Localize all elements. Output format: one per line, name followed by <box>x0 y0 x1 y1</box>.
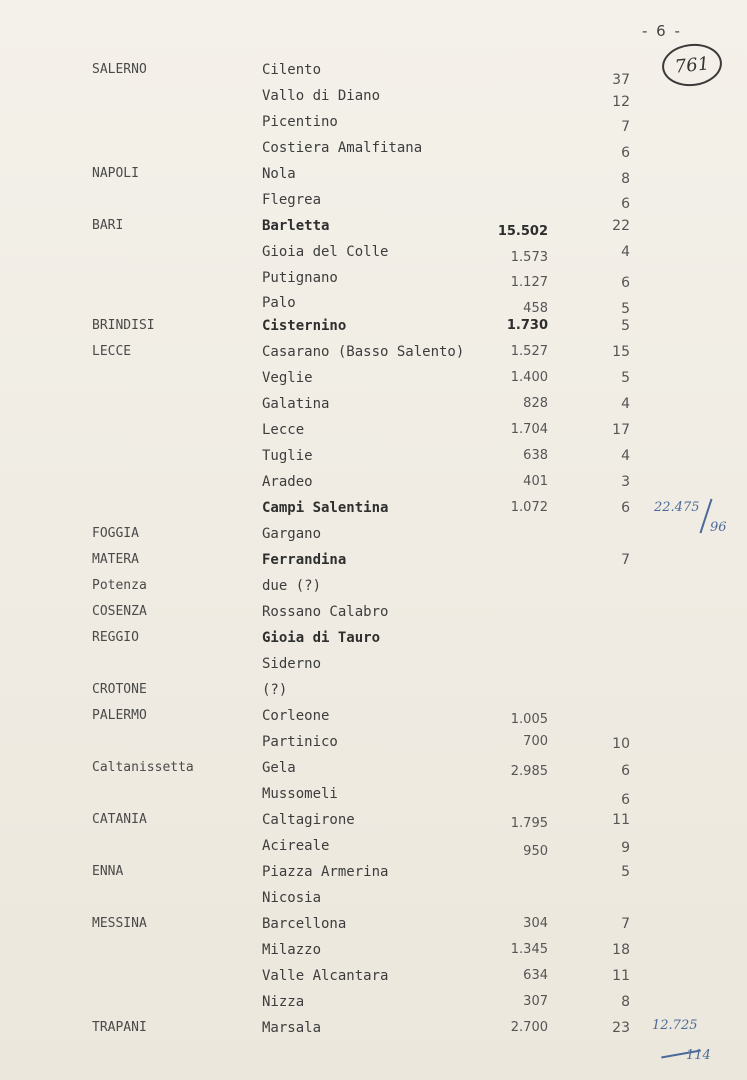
province-cell: BRINDISI <box>92 318 155 333</box>
count-cell: 4 <box>621 244 630 260</box>
value-cell: 1.345 <box>510 942 548 957</box>
table-row <box>0 578 747 602</box>
count-cell: 3 <box>621 474 630 490</box>
table-row <box>0 244 747 268</box>
table-row <box>0 864 747 888</box>
count-cell: 17 <box>612 422 630 438</box>
count-cell: 22 <box>612 218 630 234</box>
area-cell: Costiera Amalfitana <box>262 140 423 156</box>
count-cell: 10 <box>612 736 630 752</box>
stamp-number: 761 <box>673 52 711 78</box>
handwritten-note-sicily-count: 114 <box>686 1048 711 1063</box>
table-row <box>0 526 747 550</box>
province-cell: TRAPANI <box>92 1020 147 1035</box>
handwritten-note-apulia-count: 96 <box>710 520 727 535</box>
area-cell: Barcellona <box>262 916 347 932</box>
value-cell: 1.527 <box>510 344 548 359</box>
value-cell: 1.573 <box>510 250 548 265</box>
value-cell: 304 <box>523 916 548 931</box>
value-cell: 2.985 <box>510 764 548 779</box>
value-cell: 15.502 <box>497 224 548 239</box>
count-cell: 12 <box>612 94 630 110</box>
table-row <box>0 474 747 498</box>
table-row <box>0 604 747 628</box>
value-cell: 828 <box>523 396 548 411</box>
value-cell: 401 <box>523 474 548 489</box>
table-row <box>0 270 747 294</box>
count-cell: 11 <box>612 812 630 828</box>
count-cell: 4 <box>621 396 630 412</box>
table-row <box>0 890 747 914</box>
area-cell: Barletta <box>262 218 330 234</box>
area-cell: Nizza <box>262 994 305 1010</box>
area-cell: Gela <box>262 760 296 776</box>
area-cell: Putignano <box>262 270 338 286</box>
table-row <box>0 192 747 216</box>
count-cell: 7 <box>621 552 630 568</box>
table-row <box>0 656 747 680</box>
table-row <box>0 838 747 862</box>
province-cell: CATANIA <box>92 812 147 827</box>
table-row <box>0 708 747 732</box>
count-cell: 7 <box>621 916 630 932</box>
area-cell: Marsala <box>262 1020 322 1036</box>
table-row <box>0 968 747 992</box>
area-cell: Lecce <box>262 422 305 438</box>
table-row <box>0 62 747 86</box>
table-row <box>0 994 747 1018</box>
province-cell: MATERA <box>92 552 139 567</box>
count-cell: 5 <box>621 318 630 334</box>
area-cell: Casarano (Basso Salento) <box>262 344 465 360</box>
province-cell: BARI <box>92 218 124 233</box>
table-row <box>0 1020 747 1044</box>
table-row <box>0 500 747 524</box>
table-row <box>0 396 747 420</box>
handwritten-note-apulia-total: 22.475 <box>654 500 700 515</box>
table-row <box>0 916 747 940</box>
handwritten-note-sicily-total: 12.725 <box>652 1018 698 1033</box>
table-row <box>0 370 747 394</box>
value-cell: 950 <box>523 844 548 859</box>
count-cell: 9 <box>621 840 630 856</box>
page-number: - 6 - <box>642 22 682 40</box>
value-cell: 1.704 <box>510 422 548 437</box>
table-row <box>0 630 747 654</box>
area-cell: Nicosia <box>262 890 322 906</box>
table-row <box>0 88 747 112</box>
count-cell: 6 <box>621 145 630 161</box>
province-cell: FOGGIA <box>92 526 139 541</box>
count-cell: 6 <box>621 196 630 212</box>
province-cell: MESSINA <box>92 916 147 931</box>
area-cell: Ferrandina <box>262 552 347 568</box>
value-cell: 458 <box>523 301 548 316</box>
table-row <box>0 344 747 368</box>
table-row <box>0 218 747 242</box>
province-cell: COSENZA <box>92 604 147 619</box>
province-cell: PALERMO <box>92 708 147 723</box>
area-cell: Valle Alcantara <box>262 968 389 984</box>
table-row <box>0 295 747 319</box>
value-cell: 1.730 <box>506 318 548 333</box>
table-row <box>0 786 747 810</box>
value-cell: 1.795 <box>510 816 548 831</box>
count-cell: 8 <box>621 171 630 187</box>
value-cell: 2.700 <box>510 1020 548 1035</box>
province-cell: Caltanissetta <box>92 760 194 775</box>
table-row <box>0 812 747 836</box>
table-row <box>0 422 747 446</box>
area-cell: Palo <box>262 295 296 311</box>
area-cell: Aradeo <box>262 474 313 490</box>
table-row <box>0 166 747 190</box>
count-cell: 6 <box>621 275 630 291</box>
province-cell: CROTONE <box>92 682 147 697</box>
count-cell: 5 <box>621 370 630 386</box>
table-row <box>0 140 747 164</box>
table-row <box>0 942 747 966</box>
area-cell: Flegrea <box>262 192 322 208</box>
table-row <box>0 318 747 342</box>
table-row <box>0 682 747 706</box>
province-cell: NAPOLI <box>92 166 139 181</box>
table-row <box>0 114 747 138</box>
value-cell: 307 <box>523 994 548 1009</box>
table-row <box>0 448 747 472</box>
value-cell: 638 <box>523 448 548 463</box>
area-cell: Rossano Calabro <box>262 604 389 620</box>
area-cell: Gioia di Tauro <box>262 630 381 646</box>
value-cell: 634 <box>523 968 548 983</box>
area-cell: Vallo di Diano <box>262 88 381 104</box>
area-cell: Piazza Armerina <box>262 864 389 880</box>
province-cell: SALERNO <box>92 62 147 77</box>
area-cell: Veglie <box>262 370 313 386</box>
area-cell: Corleone <box>262 708 330 724</box>
value-cell: 1.127 <box>510 275 548 290</box>
province-cell: REGGIO <box>92 630 139 645</box>
area-cell: Gioia del Colle <box>262 244 389 260</box>
area-cell: Nola <box>262 166 296 182</box>
count-cell: 5 <box>621 301 630 317</box>
area-cell: Acireale <box>262 838 330 854</box>
count-cell: 37 <box>612 72 630 88</box>
area-cell: Cilento <box>262 62 322 78</box>
count-cell: 7 <box>621 119 630 135</box>
value-cell: 700 <box>523 734 548 749</box>
table-row <box>0 760 747 784</box>
count-cell: 23 <box>612 1020 630 1036</box>
area-cell: Cisternino <box>262 318 347 334</box>
count-cell: 15 <box>612 344 630 360</box>
value-cell: 1.072 <box>510 500 548 515</box>
count-cell: 11 <box>612 968 630 984</box>
count-cell: 6 <box>621 763 630 779</box>
area-cell: Galatina <box>262 396 330 412</box>
count-cell: 8 <box>621 994 630 1010</box>
count-cell: 18 <box>612 942 630 958</box>
count-cell: 4 <box>621 448 630 464</box>
table-row <box>0 734 747 758</box>
area-cell: Milazzo <box>262 942 322 958</box>
area-cell: Campi Salentina <box>262 500 389 516</box>
area-cell: Gargano <box>262 526 322 542</box>
table-row <box>0 552 747 576</box>
area-cell: (?) <box>262 682 288 698</box>
province-cell: ENNA <box>92 864 124 879</box>
province-cell: LECCE <box>92 344 132 359</box>
area-cell: Mussomeli <box>262 786 338 802</box>
value-cell: 1.005 <box>510 712 548 727</box>
count-cell: 6 <box>621 792 630 808</box>
province-cell: Potenza <box>92 578 147 593</box>
area-cell: Picentino <box>262 114 338 130</box>
area-cell: due (?) <box>262 578 322 594</box>
value-cell: 1.400 <box>510 370 548 385</box>
count-cell: 5 <box>621 864 630 880</box>
count-cell: 6 <box>621 500 630 516</box>
area-cell: Caltagirone <box>262 812 355 828</box>
area-cell: Tuglie <box>262 448 313 464</box>
area-cell: Siderno <box>262 656 322 672</box>
area-cell: Partinico <box>262 734 338 750</box>
